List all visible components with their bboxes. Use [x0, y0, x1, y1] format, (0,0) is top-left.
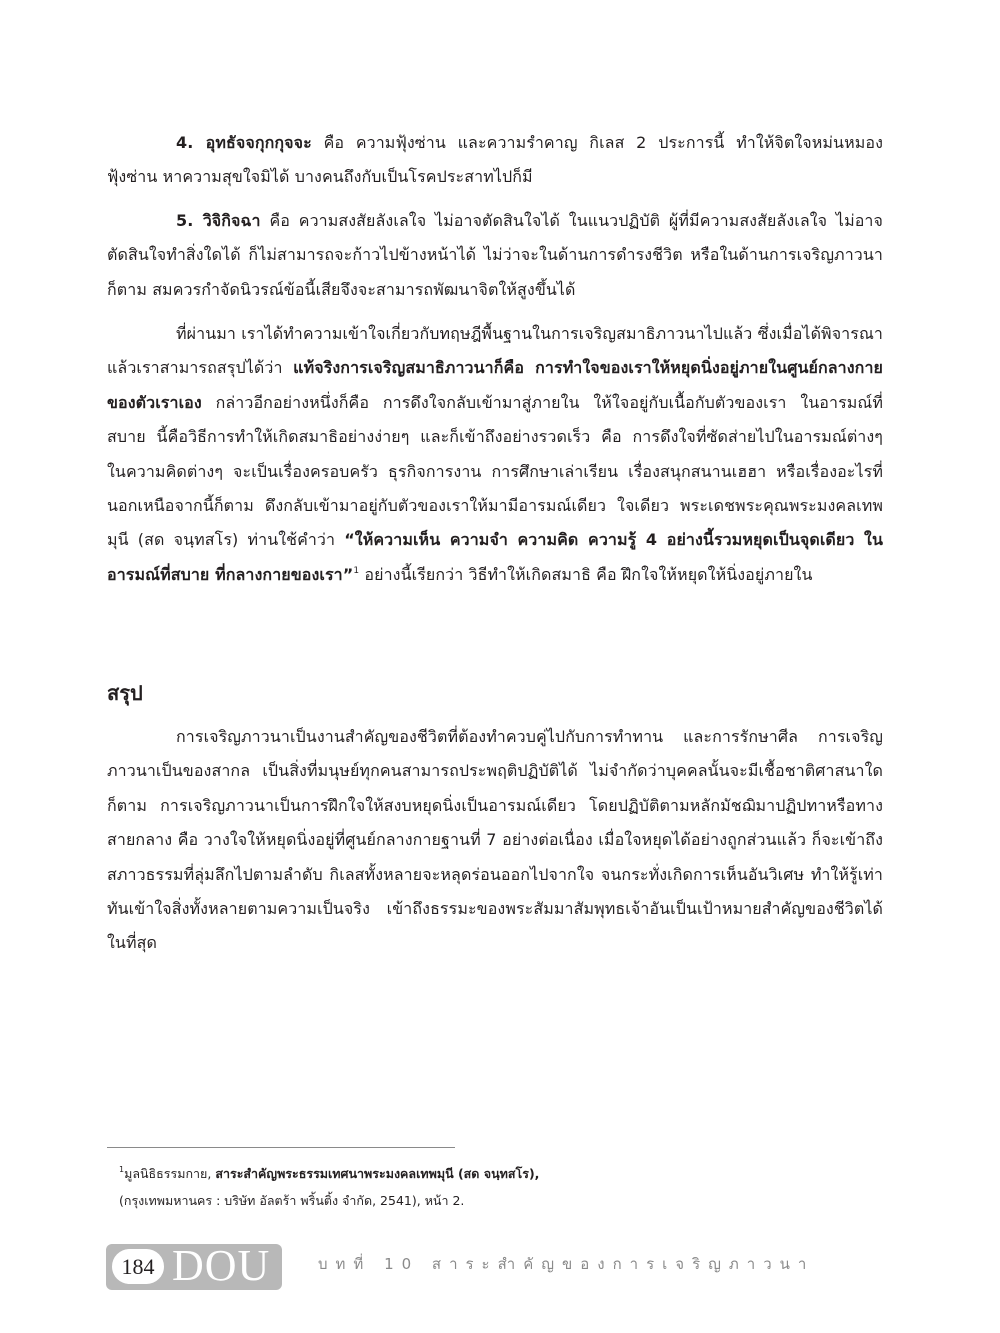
footnote-line-1 [119, 1163, 879, 1185]
paragraph-text: ที่ผ่านมา เราได้ทำความเข้าใจเกี่ยวกับทฤษฎีพื้นฐานในการเจริญสมาธิภาวนาไปแล้ว ซึ่งเมื่อได้พิจารณาแล้วเราสามารถสรุปได้ว่า [107, 324, 883, 378]
footnote-line-2: (กรุงเทพมหานคร : บริษัท อัลตร้า พริ้นติ้ง จำกัด, 2541), หน้า 2. [119, 1193, 465, 1208]
footnote-divider [107, 1147, 455, 1148]
paragraph-text: กล่าวอีกอย่างหนึ่งก็คือ การดึงใจกลับเข้ามาสู่ภายใน ให้ใจอยู่กับเนื้อกับตัวของเรา ในอารมณ์ที่สบาย นี้คือวิธีการทำให้เกิดสมาธิอย่างง่ายๆ และก็เข้าถึงอย่างรวดเร็ว คือ การดึงใจที่ซัดส่ายไปในอารมณ์ต่างๆ ในความคิดต่างๆ จะเป็นเรื่องครอบครัว ธุรกิจการงาน การศึกษาเล่าเรียน เรื่องสนุกสนานเฮฮา หรือเรื่องอะไรที่นอกเหนือจากนี้ก็ตาม ดึงกลับเข้ามาอยู่กับตัวของเราให้มามีอารมณ์เดียว ใจเดียว พระเดชพระคุณพระมงคลเทพมุนี (สด จนฺทสโร) ท่านใช้คำว่า [107, 392, 883, 550]
footnote-reference[interactable]: 1 [353, 565, 360, 576]
paragraph-summary: การเจริญภาวนาเป็นงานสำคัญของชีวิตที่ต้องทำควบคู่ไปกับการทำทาน และการรักษาศีล การเจริญภาวนาเป็นของสากล เป็นสิ่งที่มนุษย์ทุกคนสามารถประพฤติปฏิบัติได้ ไม่จำกัดว่าบุคคลนั้นจะมีเชื้อชาติศาสนาใดก็ตาม การเจริญภาวนาเป็นการฝึกใจให้สงบหยุดนิ่งเป็นอารมณ์เดียว โดยปฏิบัติตามหลักมัชฌิมาปฏิปทาหรือทางสายกลาง คือ วางใจให้หยุดนิ่งอยู่ที่ศูนย์กลางกายฐานที่ 7 อย่างต่อเนื่อง เมื่อใจหยุดได้อย่างถูกส่วนแล้ว ก็จะเข้าถึงสภาวธรรมที่ลุ่มลึกไปตามลำดับ กิเลสทั้งหลายจะหลุดร่อนออกไปจากใจ จนกระทั่งเกิดการเห็นอันวิเศษ ทำให้รู้เท่าทันเข้าใจสิ่งทั้งหลายตามความเป็นจริง เข้าถึงธรรมะของพระสัมมาสัมพุทธเจ้าอันเป็นเป้าหมายสำคัญของชีวิตได้ในที่สุด [107, 727, 883, 953]
bold-statement: แท้จริงการเจริญสมาธิภาวนาก็คือ การทำใจของเราให้หยุดนิ่งอยู่ภายในศูนย์กลางกายของตัวเราเอง [107, 358, 883, 412]
paragraph-hindrance-4 [107, 126, 883, 195]
term-vicikiccha: 5. วิจิกิจฉา [176, 211, 261, 230]
footnote-author: มูลนิธิธรรมกาย, [124, 1166, 216, 1181]
footnote-number: 1 [119, 1165, 125, 1174]
paragraph-text: คือ ความฟุ้งซ่าน และความรำคาญ กิเลส 2 ประการนี้ ทำให้จิตใจหม่นหมอง ฟุ้งซ่าน หาความสุขใจมิได้ บางคนถึงกับเป็นโรคประสาทไปก็มี [107, 133, 883, 187]
bold-quote: “ให้ความเห็น ความจำ ความคิด ความรู้ 4 อย่างนี้รวมหยุดเป็นจุดเดียว ในอารมณ์ที่สบาย ที่กลางกายของเรา” [107, 530, 883, 584]
paragraph-text: อย่างนี้เรียกว่า วิธีทำให้เกิดสมาธิ คือ ฝึกใจให้หยุดให้นิ่งอยู่ภายใน [359, 564, 813, 584]
running-head: บทที่ 10 สาระสำคัญของการเจริญภาวนา [318, 1255, 815, 1273]
paragraph-text: คือ ความสงสัยลังเลใจ ไม่อาจตัดสินใจได้ ในแนวปฏิบัติ ผู้ที่มีความสงสัยลังเลใจ ไม่อาจตัดสินใจทำสิ่งใดได้ ก็ไม่สามารถจะก้าวไปข้างหน้าได้ ไม่ว่าจะในด้านการดำรงชีวิต หรือในด้านการเจริญภาวนาก็ตาม สมควรกำจัดนิวรณ์ข้อนี้เสียจึงจะสามารถพัฒนาจิตให้สูงขึ้นได้ [107, 211, 883, 299]
section-heading-summary: สรุป [107, 681, 143, 705]
term-uddhacca: 4. อุทธัจจกุกกุจจะ [176, 133, 312, 152]
footnote-title: สาระสำคัญพระธรรมเทศนาพระมงคลเทพมุนี (สด จนฺทสโร), [215, 1166, 540, 1181]
dou-logo: DOU [172, 1241, 271, 1290]
paragraph-meditation-explanation [107, 317, 883, 592]
paragraph-hindrance-5 [107, 204, 883, 307]
page-number: 184 [112, 1249, 164, 1284]
